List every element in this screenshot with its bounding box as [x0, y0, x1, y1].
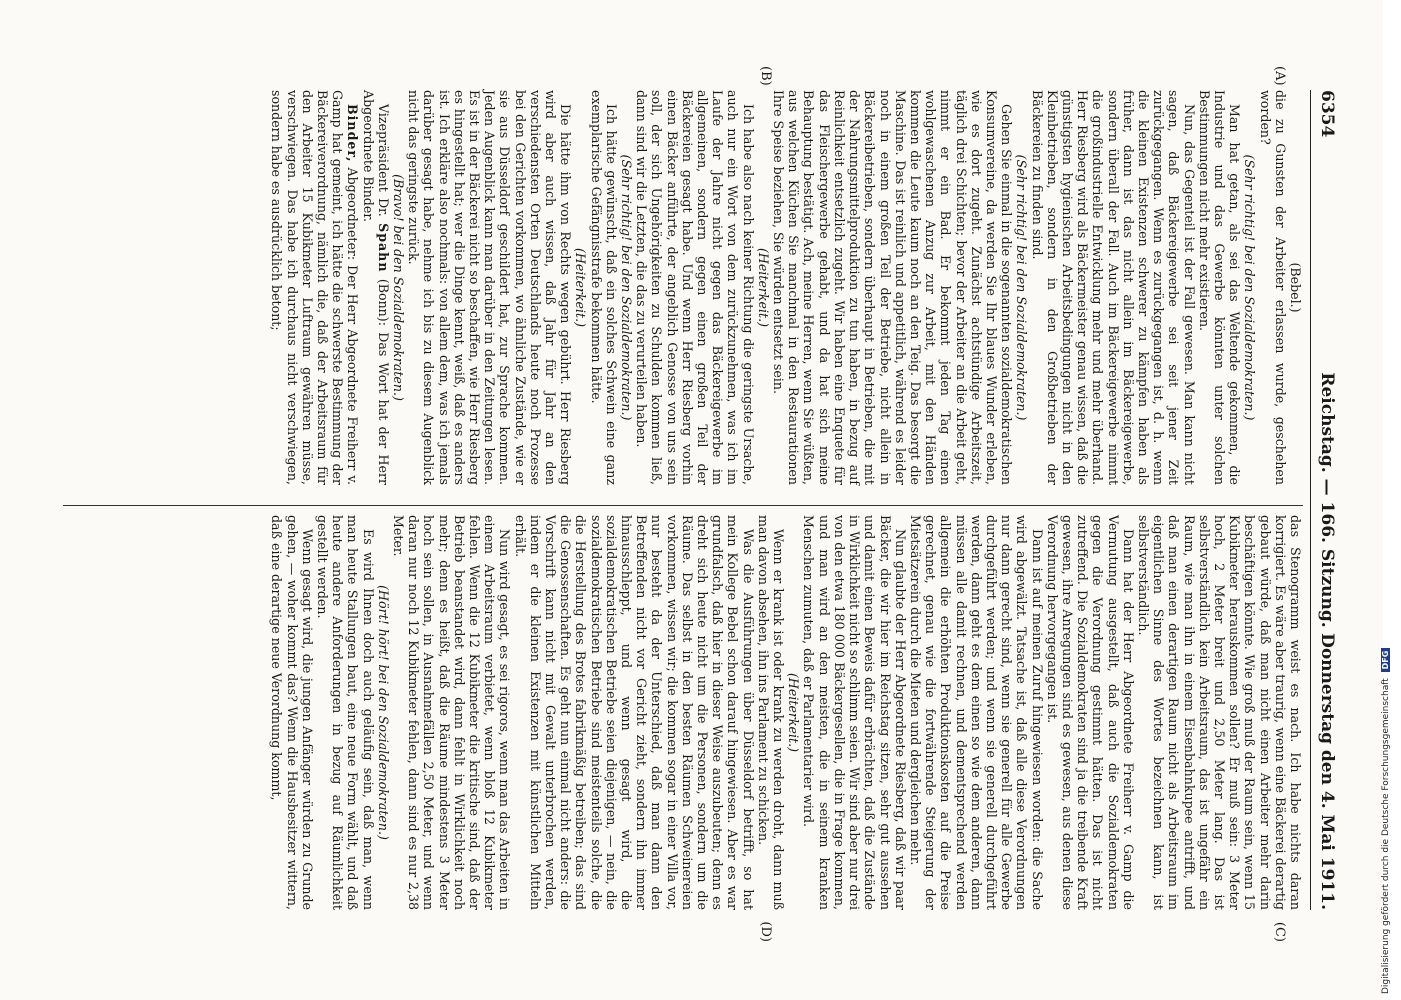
- interjection: (Sehr richtig! bei den Sozialdemokraten.): [1014, 154, 1030, 421]
- speaker-note: (Bebel.): [1288, 262, 1303, 313]
- president-name: Spahn: [375, 223, 391, 273]
- paragraph: Nun wird gesagt, es sei rigoros, wenn man das Arbeiten in einem Arbeitsraum verbietet, wenn bloß 12 Kubikmeter fehlen. Wenn die 12 Kubikmeter die kritische sind, daß der Betrieb beanstandet wird, dann fehlt in Wirklichkeit noch mehr; denn es heißt, daß die Räume mindestens 3 Meter hoch sein sollen, in Ausnahmefällen 2,50 Meter, und wenn daran nur noch 12 Kubikmeter fehlen, dann sind es nur 2,38 Meter.: [391, 515, 513, 910]
- paragraph: Es wird Ihnen doch auch geläufig sein, daß man, wenn man heute Stallungen baut, eine neue Form wählt, und daß heute andere Anforderungen in bezug auf Räumlichkeit gestellt werden.: [315, 515, 376, 910]
- paragraph: Die hätte ihm von Rechts wegen gebührt. Herr Riesberg wird aber auch wissen, daß Jahr für Jahr an den verschiedensten Orten Deutschlands heute noch Prozesse bei den Gerichten vorkommen, wo ähnliche Zustände, wie er sie aus Düsseldorf geschildert hat, zur Sprache kommen. Jeden Augenblick kann man darüber in den Zeitungen lesen. Es ist in der Bäckerei nicht so beschaffen, wie Herr Riesberg es hingestellt hat; wer die Dinge kennt, weiß, daß es anders ist. Ich erkläre also nochmals: von allem dem, was ich jemals darüber gesagt habe, nehme ich bis zu diesem Augenblick nicht das geringste zurück.: [406, 90, 574, 485]
- interjection: (Heiterkeit.): [755, 248, 771, 327]
- paragraph: Gehen Sie einmal in die sogenannten sozialdemokratischen Konsumvereine, da werden Sie Ihr blaues Wunder erleben, wie es dort zugeht. Zunächst achtstündige Arbeitszeit, täglich drei Schichten; bevor der Arbeiter an die Arbeit geht, nimmt er ein Bad. Er bekommt jeden Tag einen wohlgewaschenen Anzug zur Arbeit, mit den Händen kommen die Leute kaum noch an den Teig. Das besorgt die Maschine. Das ist reinlich und appetitlich, während es leider noch in einem großen Teil der Betriebe, nicht allein in Bäckereibetrieben, sondern überhaupt in Betrieben, die mit der Nahrungsmittelproduktion zu tun haben, in bezug auf Reinlichkeit entsetzlich zugeht. Wir haben eine Enquete für das Fleischergewerbe gehabt, und da hat sich meine Behauptung bestätigt. Ach, meine Herren, wenn Sie wüßten, aus welchen Küchen Sie manchmal in den Restaurationen Ihre Speise beziehen, Sie würden entsetzt sein.: [771, 90, 1015, 485]
- president-label: Vizepräsident Dr.: [375, 104, 391, 217]
- speech-start: [269, 90, 360, 485]
- session-date: Donnerstag den 4. Mai 1911.: [1317, 633, 1337, 910]
- margin-marker-a: (A): [1272, 66, 1287, 86]
- speaker-name: Binder,: [345, 104, 361, 163]
- right-column: [269, 515, 1303, 910]
- paragraph: Nun glaubte der Herr Abgeordnete Riesberg, daß wir paar Bäcker, die wir hier im Reichstag sitzen, sehr gut aussehen und damit einen Beweis dafür erbrächten, daß die Zustände in Wirklichkeit nicht so schlimm seien. Wir sind aber nur drei von den etwa 180 000 Bäckergesellen, die in Frage kommen, und man wird an den meisten, die in seinem kranken Menschen zumuten, daß er Parlamentarier wird.: [801, 515, 908, 910]
- credit-text: Digitalisierung gefördert durch die Deutsche Forschungsgemeinschaft: [1381, 678, 1391, 994]
- paragraph: Wenn gesagt wird, die jungen Anfänger würden zu Grunde gehen, — woher kommt das? Wenn die Hausbesitzer wittern, daß eine derartige neue Verordnung kommt,: [269, 515, 315, 910]
- paragraph: Man hat getan, als sei das Weltende gekommen, die Industrie und das Gewerbe könnten unter solchen Bestimmungen nicht mehr existieren.: [1196, 90, 1243, 485]
- page-header: [1313, 90, 1343, 910]
- column-separator: [63, 505, 1303, 506]
- margin-marker-c: (C): [1272, 921, 1287, 942]
- paragraph: Wenn er krank ist oder krank zu werden droht, dann muß man davon absehen, ihn ins Parlament zu schicken.: [755, 515, 787, 910]
- paragraph: Nun, das Gegenteil ist der Fall gewesen. Man kann nicht sagen, daß Bäckereigewerbe sei seit jener Zeit zurückgegangen. Wenn es zurückgegangen ist, d. h. wenn die kleinen Existenzen schwerer zu kämpfen haben als früher, dann ist das nicht allein im Bäckereigewerbe, sondern überall der Fall. Auch im Bäckereigewerbe nimmt die großindustrielle Entwicklung mehr und mehr überhand. Herr Riesberg wird als Bäckermeister genau wissen, daß die günstigsten hygienischen Arbeitsbedingungen nicht in den Kleinbetrieben, sondern in den Großbetrieben der Bäckereien zu finden sind.: [1029, 90, 1197, 485]
- paragraph: Ich hätte gewünscht, daß ein solches Schwein eine ganz exemplarische Gefängnisstrafe bekommen hätte.: [588, 90, 619, 485]
- interjection: (Sehr richtig! bei den Sozialdemokraten.): [1242, 154, 1258, 421]
- president-statement: [360, 90, 390, 485]
- interjection: (Hört! hört! bei den Sozialdemokraten.): [375, 585, 391, 840]
- margin-marker-d: (D): [758, 921, 773, 942]
- left-column: [269, 90, 1303, 485]
- paragraph: Was die Ausführungen über Düsseldorf betrifft, so hat mein Kollege Bebel schon darauf hingewiesen. Aber es war grundfalsch, daß hier in dieser Weise auszubeuten; denn es dreht sich heute nicht um die Personen, sondern um die Räume. Das selbst in den besten Räumen Schweinereien vorkommen, wissen wir; die kommen sogar in einer Villa vor, nur besteht da der Unterschied, daß man dann den Betreffenden nicht vor Gericht zieht, sondern ihn immer hinausschleppt, und wenn gesagt wird, die sozialdemokratischen Betriebe seien diejenigen, — nein, die sozialdemokratischen Betriebe sind meistenteils solche, die die Herstellung des Brotes fabrikmäßig betreiben; das sind die Genossenschaften. Es geht nun einmal nicht anders: die Vorschrift kann nicht mit Gewalt unterbrochen werden, indem er die kleinen Existenzen mit künstlichen Mitteln erhält.: [512, 515, 756, 910]
- paragraph: Dann ist auf meinen Zuruf hingewiesen worden: die Sache wird abgewälzt. Tatsache ist, daß alle diese Verordnungen nur dann gerecht sind, wenn sie generell für alle Gewerbe durchgeführt werden; und wenn sie generell durchgeführt werden, dann geht es dem einen so wie dem anderen, dann müssen alle damit rechnen, und dementsprechend werden allgemein die erhöhten Produktionskosten auf die Preise gerechnet, genau wie die fortwährende Steigerung der Mietsätzerein durch die Mieten und dergleichen mehr.: [907, 515, 1045, 910]
- page-number: 6354: [1317, 90, 1337, 138]
- paragraph: Dann hat der Herr Abgeordnete Freiherr v. Gamp die Vermutung ausgestellt, daß auch die Sozialdemokraten gegen die Verordnung gestimmt hätten. Das ist nicht zutreffend. Die Sozialdemokraten sind ja die treibende Kraft gewesen, ihre Anregungen sind es gewesen, aus denen diese Verordnung hervorgegangen ist.: [1044, 515, 1136, 910]
- interjection: (Heiterkeit.): [573, 248, 589, 327]
- speech-text: Abgeordneter: Der Herr Abgeordnete Freiherr v. Gamp hat gemeint, ich hätte die schwerste Bestimmung der Bäckereiverordnung, nämlich die, daß der Arbeitsraum für den Arbeiter 15 Kubikmeter Luftraum gewähren müsse, verschwiegen. Das habe ich durchaus nicht verschwiegen, sondern habe es ausdrücklich betont;: [269, 90, 361, 485]
- header-rule: [1310, 90, 1311, 910]
- president-text: (Bonn): Das Wort hat der Herr Abgeordnete Binder.: [360, 90, 391, 485]
- paragraph: Ich habe also nach keiner Richtung die geringste Ursache, auch nur ein Wort von dem zurückzunehmen, was ich im Laufe der Jahre nicht gegen das Bäckereigewerbe im allgemeinen, sondern gegen einen großen Teil der Bäckereien gesagt habe. Und wenn Herr Riesberg vorhin einen Bäcker anführte, der angeblich Genosse von uns sein soll, der sich Ungehörigkeiten zu Schulden kommen ließ, dann sind wir die Letzten, die das zu verurteilen haben.: [634, 90, 756, 485]
- interjection: (Sehr richtig! bei den Sozialdemokraten.): [619, 154, 635, 421]
- margin-marker-b: (B): [758, 66, 773, 86]
- digitization-credit: [1361, 634, 1391, 994]
- interjection: (Heiterkeit.): [786, 673, 802, 752]
- paragraph: das Stenogramm weist es nach. Ich habe nichts daran korrigiert. Es wäre aber traurig, wenn eine Bäckerei derartig gebaut würde, daß man nicht einen Arbeiter mehr darin beschäftigen könnte. Wie groß muß der Raum sein, wenn 15 Kubikmeter herauskommen sollen? Er muß sein: 3 Meter hoch, 2 Meter breit und 2,50 Meter lang. Das ist selbstverständlich kein Arbeitsraum, das ist ungefähr ein Raum, wie man ihn in einem Eisenbahnkupee antrifft, und daß man einen derartigen Raum nicht als Arbeitsraum im eigentlichen Sinne des Wortes bezeichnen kann, ist selbstverständlich.: [1135, 515, 1303, 910]
- running-title: Reichstag. — 166. Sitzung.: [1317, 372, 1337, 628]
- paragraph: die zu Gunsten der Arbeiter erlassen wurde, geschehen worden?: [1257, 90, 1288, 485]
- dfg-logo: DFG: [1381, 648, 1390, 673]
- interjection: (Bravo! bei den Sozialdemokraten.): [391, 174, 407, 401]
